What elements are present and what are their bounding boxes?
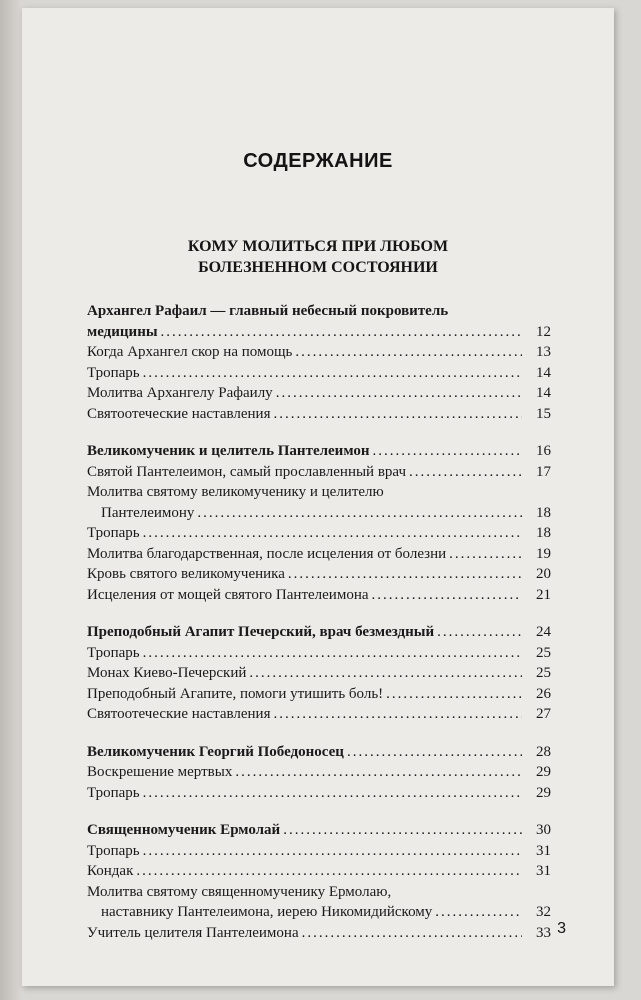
toc-page-number: 18 bbox=[536, 525, 551, 541]
toc-entry-text: Молитва Архангелу Рафаилу bbox=[87, 385, 273, 401]
toc-page-number: 24 bbox=[536, 624, 551, 640]
toc-entry-text: Исцеления от мощей святого Пантелеимона bbox=[87, 586, 369, 603]
section-title-line-1: КОМУ МОЛИТЬСЯ ПРИ ЛЮБОМ bbox=[187, 238, 449, 255]
toc-entry bbox=[87, 684, 551, 705]
table-of-contents bbox=[87, 301, 551, 960]
page-title: СОДЕРЖАНИЕ bbox=[243, 150, 393, 172]
toc-page-number: 17 bbox=[536, 463, 551, 480]
toc-page-number: 29 bbox=[536, 784, 551, 801]
toc-entry-text: Учитель целителя Пантелеимона bbox=[87, 924, 299, 941]
leader-dots bbox=[143, 643, 522, 664]
toc-heading-entry bbox=[87, 622, 551, 643]
leader-dots bbox=[449, 544, 522, 565]
toc-entry bbox=[87, 503, 551, 524]
toc-page-number: 30 bbox=[536, 822, 551, 838]
book-gutter bbox=[0, 0, 22, 1000]
leader-dots bbox=[143, 363, 522, 384]
leader-dots bbox=[435, 902, 522, 923]
toc-entry bbox=[87, 663, 551, 684]
toc-entry bbox=[87, 762, 551, 783]
toc-page-number: 13 bbox=[536, 344, 551, 360]
toc-heading-text: Великомученик Георгий Победоносец bbox=[87, 743, 344, 760]
book-page bbox=[22, 8, 614, 986]
toc-entry-wrap-first bbox=[87, 482, 551, 503]
toc-entry bbox=[87, 783, 551, 804]
toc-page-number: 18 bbox=[536, 504, 551, 521]
toc-entry bbox=[87, 585, 551, 606]
leader-dots bbox=[161, 322, 522, 343]
toc-page-number: 29 bbox=[536, 764, 551, 780]
toc-entry bbox=[87, 383, 551, 404]
leader-dots bbox=[143, 783, 522, 804]
leader-dots bbox=[372, 585, 522, 606]
toc-entry-text: Когда Архангел скор на помощь bbox=[87, 344, 293, 360]
toc-entry-text: Молитва святому священномученику Ермолаю, bbox=[87, 883, 392, 900]
leader-dots bbox=[302, 923, 522, 944]
leader-dots bbox=[437, 622, 522, 643]
toc-heading-entry bbox=[87, 820, 551, 841]
toc-entry bbox=[87, 923, 551, 944]
toc-entry bbox=[87, 523, 551, 544]
leader-dots bbox=[409, 462, 522, 483]
leader-dots bbox=[197, 503, 522, 524]
leader-dots bbox=[136, 861, 522, 882]
toc-entry-text: Кондак bbox=[87, 863, 134, 879]
leader-dots bbox=[249, 663, 522, 684]
toc-heading-text: Великомученик и целитель Пантелеимон bbox=[87, 443, 370, 459]
toc-entry-text: Молитва благодарственная, после исцеления от болезни bbox=[87, 545, 447, 562]
toc-group-rafail bbox=[87, 301, 551, 424]
leader-dots bbox=[283, 820, 522, 841]
toc-group-agapit bbox=[87, 622, 551, 725]
toc-entry-text: Святой Пантелеимон, самый прославленный врач bbox=[87, 463, 407, 480]
leader-dots bbox=[288, 564, 522, 585]
toc-page-number: 12 bbox=[536, 323, 551, 340]
toc-page-number: 31 bbox=[536, 842, 551, 859]
toc-page-number: 32 bbox=[536, 904, 551, 920]
toc-entry bbox=[87, 342, 551, 363]
toc-entry bbox=[87, 841, 551, 862]
leader-dots bbox=[143, 841, 522, 862]
section-title-line-2: БОЛЕЗНЕННОМ СОСТОЯНИИ bbox=[198, 259, 438, 276]
toc-page-number: 25 bbox=[536, 644, 551, 661]
toc-group-panteleimon bbox=[87, 441, 551, 605]
toc-entry-text: Преподобный Агапите, помоги утишить боль! bbox=[87, 685, 384, 702]
section-title bbox=[22, 236, 614, 278]
toc-heading-entry bbox=[87, 742, 551, 763]
leader-dots bbox=[295, 342, 522, 363]
toc-entry-text-cont: Пантелеимону bbox=[101, 504, 195, 521]
toc-entry bbox=[87, 363, 551, 384]
toc-page-number: 28 bbox=[536, 743, 551, 760]
toc-heading: Архангел Рафаил — главный небесный покровитель bbox=[87, 303, 449, 319]
leader-dots bbox=[235, 762, 522, 783]
toc-entry bbox=[87, 564, 551, 585]
toc-entry-text: Кровь святого великомученика bbox=[87, 566, 285, 582]
toc-entry-text: Воскрешение мертвых bbox=[87, 764, 233, 780]
toc-entry bbox=[87, 544, 551, 565]
toc-page-number: 14 bbox=[536, 364, 551, 381]
toc-page-number: 31 bbox=[536, 863, 551, 879]
toc-page-number: 27 bbox=[536, 706, 551, 722]
toc-page-number: 19 bbox=[536, 545, 551, 562]
toc-entry-text: Молитва святому великомученику и целителю bbox=[87, 484, 384, 500]
toc-group-georgiy bbox=[87, 742, 551, 804]
toc-entry-text: Святоотеческие наставления bbox=[87, 706, 271, 722]
leader-dots bbox=[273, 404, 522, 425]
toc-entry-text: Тропарь bbox=[87, 842, 140, 859]
toc-page-number: 25 bbox=[536, 665, 551, 681]
leader-dots bbox=[143, 523, 522, 544]
toc-heading-text: Преподобный Агапит Печерский, врач безмездный bbox=[87, 624, 435, 640]
toc-heading-text: Священномученик Ермолай bbox=[87, 822, 281, 838]
toc-heading-entry bbox=[87, 441, 551, 462]
toc-entry bbox=[87, 643, 551, 664]
toc-page-number: 16 bbox=[536, 443, 551, 459]
toc-heading-entry bbox=[87, 322, 551, 343]
toc-page-number: 26 bbox=[536, 685, 551, 702]
toc-entry-text: Тропарь bbox=[87, 784, 140, 801]
leader-dots bbox=[372, 441, 522, 462]
toc-entry bbox=[87, 462, 551, 483]
page-number: 3 bbox=[557, 920, 566, 937]
toc-page-number: 15 bbox=[536, 405, 551, 422]
toc-entry-text-cont: наставнику Пантелеимона, иерею Никомидийскому bbox=[101, 904, 433, 920]
leader-dots bbox=[273, 704, 522, 725]
toc-entry-text: Монах Киево-Печерский bbox=[87, 665, 247, 681]
leader-dots bbox=[386, 684, 522, 705]
toc-group-ermolay bbox=[87, 820, 551, 943]
toc-entry-text: Тропарь bbox=[87, 364, 140, 381]
toc-heading-text: медицины bbox=[87, 323, 158, 340]
toc-entry bbox=[87, 861, 551, 882]
toc-entry-text: Святоотеческие наставления bbox=[87, 405, 271, 422]
toc-page-number: 20 bbox=[536, 566, 551, 582]
toc-entry-text: Тропарь bbox=[87, 525, 140, 541]
toc-page-number: 21 bbox=[536, 586, 551, 603]
toc-entry bbox=[87, 404, 551, 425]
toc-entry-wrap-first bbox=[87, 882, 551, 903]
toc-entry bbox=[87, 704, 551, 725]
toc-entry bbox=[87, 902, 551, 923]
leader-dots bbox=[347, 742, 522, 763]
leader-dots bbox=[276, 383, 522, 404]
toc-entry-text: Тропарь bbox=[87, 644, 140, 661]
toc-page-number: 14 bbox=[536, 385, 551, 401]
toc-page-number: 33 bbox=[536, 924, 551, 941]
